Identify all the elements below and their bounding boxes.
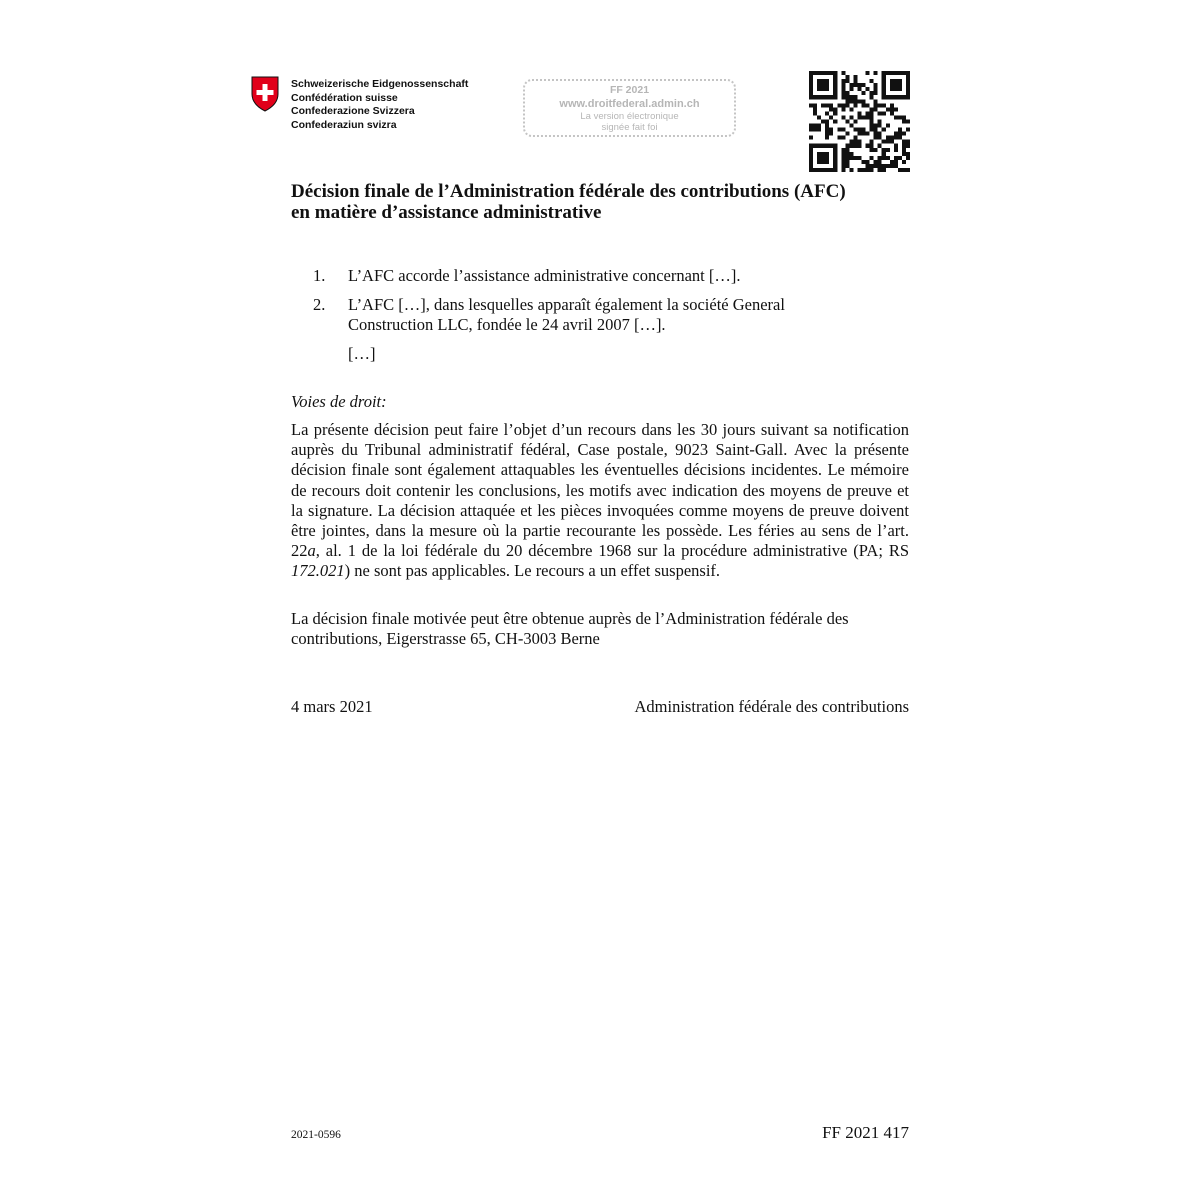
list-item-number: 2. [313, 295, 326, 314]
qr-code-icon [809, 71, 910, 172]
list-item [291, 295, 911, 337]
article-suffix: a [307, 541, 316, 561]
document-title [291, 181, 931, 223]
list-item-text: L’AFC accorde l’assistance administrative concernant […]. [348, 266, 741, 285]
section-heading: Voies de droit: [291, 392, 387, 411]
appeal-paragraph [291, 420, 909, 582]
availability-paragraph: La décision finale motivée peut être obtenue auprès de l’Administration fédérale des contributions, Eigerstrasse 65, CH-3003 Berne [291, 609, 849, 649]
ff-reference: FF 2021 417 [822, 1123, 909, 1142]
stamp-note-2: signée fait foi [601, 122, 658, 133]
issuing-authority: Administration fédérale des contributions [634, 697, 909, 716]
appeal-text-1: La présente décision peut faire l’objet d’un recours dans les 30 jours suivant sa notification auprès du Tribunal administratif fédéral, Case postale, 9023 Saint-Gall. Avec la présente décision finale sont également attaquables les éventuelles décisions incidentes. Le mémoire de recours doit contenir les conclusions, les motifs avec indication des moyens de preuve et la signature. La décision attaquée et les pièces invoquées comme moyens de preuve doivent être jointes, dans la mesure où la partie recourante les possède. Les féries au sens de l’art. 22 [291, 420, 909, 561]
list-item [291, 266, 911, 286]
omission-marker: […] [348, 344, 376, 363]
swiss-cross-icon [250, 76, 280, 112]
rs-number: 172.021 [291, 561, 345, 581]
publication-stamp [523, 79, 736, 137]
confederation-name [291, 78, 468, 132]
document-id: 2021-0596 [291, 1129, 341, 1141]
confederation-line-fr: Confédération suisse [291, 91, 398, 104]
title-line-1: Décision finale de l’Administration fédérale des contributions (AFC) [291, 181, 846, 202]
confederation-line-rm: Confederaziun svizra [291, 118, 397, 131]
stamp-url: www.droitfederal.admin.ch [559, 98, 700, 110]
document-date: 4 mars 2021 [291, 697, 373, 716]
appeal-text-3: ) ne sont pas applicables. Le recours a un effet suspensif. [344, 561, 721, 581]
list-item-text: L’AFC […], dans lesquelles apparaît également la société General Construction LLC, fondée le 24 avril 2007 […]. [348, 295, 785, 334]
list-item-number: 1. [313, 266, 326, 285]
title-line-2: en matière d’assistance administrative [291, 202, 602, 223]
appeal-text-2: , al. 1 de la loi fédérale du 20 décembre 1968 sur la procédure administrative (PA; RS [315, 541, 909, 561]
confederation-line-de: Schweizerische Eidgenossenschaft [291, 78, 469, 90]
confederation-line-it: Confederazione Svizzera [291, 105, 415, 117]
stamp-note-1: La version électronique [580, 111, 679, 122]
stamp-ff: FF 2021 [609, 84, 650, 96]
